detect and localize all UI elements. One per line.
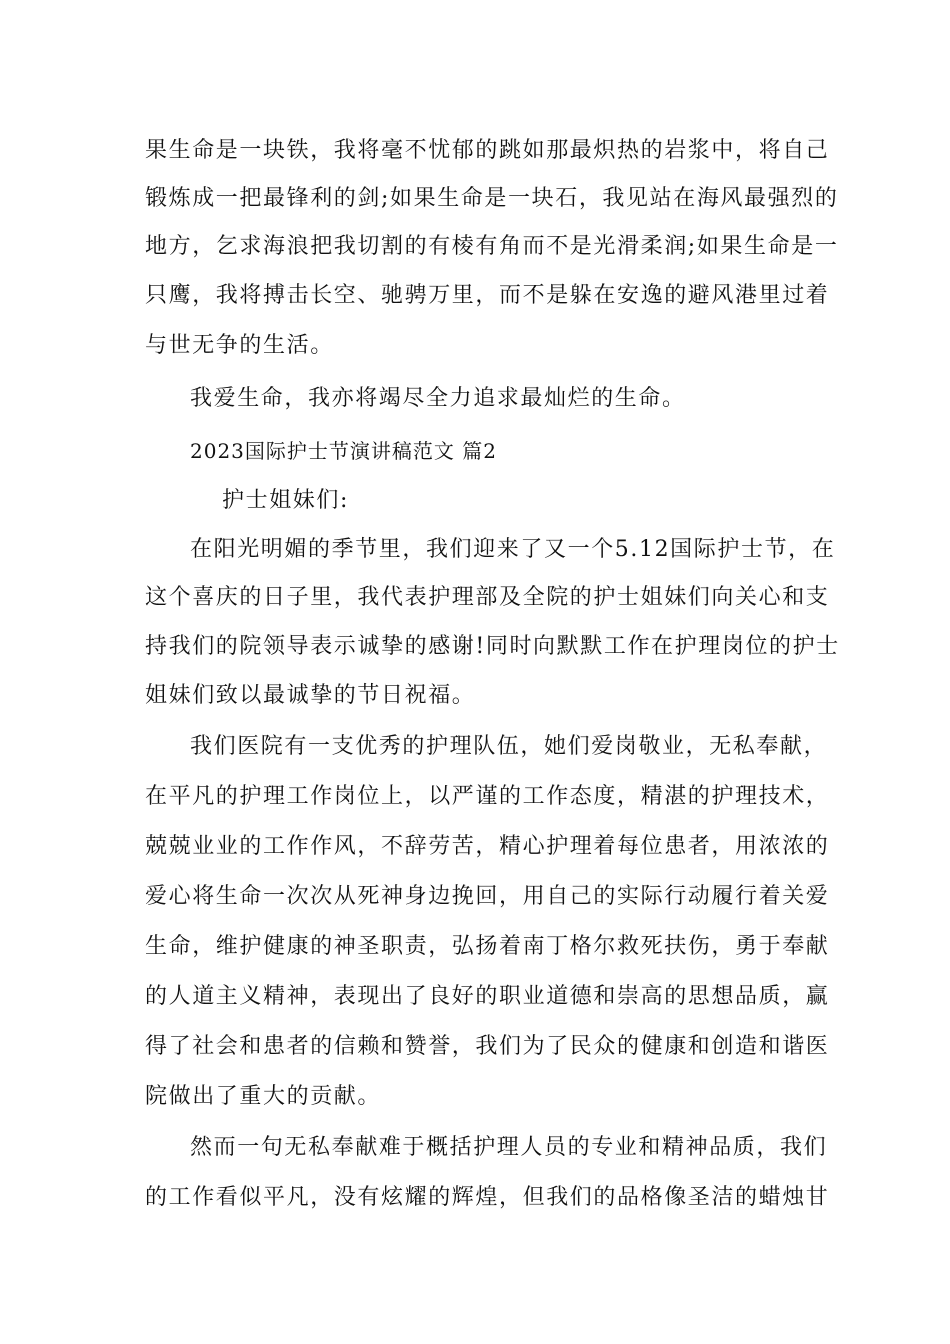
body-text-line: 的工作看似平凡，没有炫耀的辉煌，但我们的品格像圣洁的蜡烛甘 — [145, 1185, 830, 1210]
body-text-line: 得了社会和患者的信赖和赞誉，我们为了民众的健康和创造和谐医 — [145, 1034, 830, 1059]
body-text-line: 与世无争的生活。 — [145, 333, 334, 358]
body-text-line: 兢兢业业的工作作风，不辞劳苦，精心护理着每位患者，用浓浓的 — [145, 834, 830, 859]
body-text-line: 这个喜庆的日子里，我代表护理部及全院的护士姐妹们向关心和支 — [145, 585, 830, 610]
body-text-line: 锻炼成一把最锋利的剑;如果生命是一块石，我见站在海风最强烈的 — [145, 186, 839, 211]
body-text-line: 爱心将生命一次次从死神身边挽回，用自己的实际行动履行着关爱 — [145, 884, 830, 909]
section-heading: 2023国际护士节演讲稿范文 篇2 — [190, 439, 497, 463]
salutation: 护士姐妹们: — [222, 488, 350, 513]
body-text-line: 在平凡的护理工作岗位上，以严谨的工作态度，精湛的护理技术， — [145, 784, 830, 809]
body-text-line: 生命，维护健康的神圣职责，弘扬着南丁格尔救死扶伤，勇于奉献 — [145, 934, 830, 959]
body-text-line: 果生命是一块铁，我将毫不忧郁的跳如那最炽热的岩浆中，将自己 — [145, 138, 830, 163]
body-text-line: 院做出了重大的贡献。 — [145, 1084, 382, 1109]
body-text-line: 姐妹们致以最诚挚的节日祝福。 — [145, 683, 476, 708]
body-text-line: 持我们的院领导表示诚挚的感谢!同时向默默工作在护理岗位的护士 — [145, 634, 840, 659]
body-text-line: 的人道主义精神，表现出了良好的职业道德和崇高的思想品质，赢 — [145, 984, 830, 1009]
body-text-line: 只鹰，我将搏击长空、驰骋万里，而不是躲在安逸的避风港里过着 — [145, 283, 830, 308]
body-text-line: 在阳光明媚的季节里，我们迎来了又一个5.12国际护士节，在 — [190, 537, 836, 562]
body-text-line: 然而一句无私奉献难于概括护理人员的专业和精神品质，我们 — [190, 1135, 828, 1160]
body-text-line: 我爱生命，我亦将竭尽全力追求最灿烂的生命。 — [190, 386, 686, 411]
body-text-line: 我们医院有一支优秀的护理队伍，她们爱岗敬业，无私奉献， — [190, 734, 828, 759]
body-text-line: 地方，乞求海浪把我切割的有棱有角而不是光滑柔润;如果生命是一 — [145, 234, 839, 259]
